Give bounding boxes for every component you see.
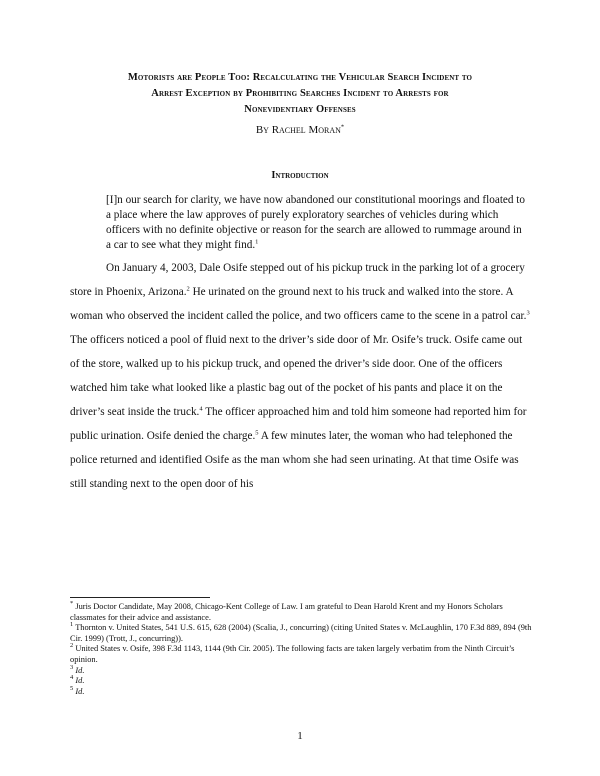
footnote-mark: 3 [70, 663, 74, 671]
author-line [0, 124, 600, 136]
footnote-text: United States v. Osife, 398 F.3d 1143, 1144 (9th Cir. 2005). The following facts are taken largely verbatim from the Ninth Circuit’s opinion. [70, 644, 515, 664]
footnote [70, 623, 532, 644]
title-line: Motorists are People Too: Recalculating the Vehicular Search Incident to [127, 72, 473, 83]
footnote-text: Id. [73, 686, 85, 696]
footnote [70, 602, 532, 623]
footnote-ref: 5 [255, 429, 259, 437]
author-name: By Rachel Moran [255, 124, 341, 136]
footnote-mark: 4 [70, 674, 74, 682]
body-text: On January 4, 2003, Dale Osife stepped out of his pickup truck in the parking lot of a grocery store in Phoenix, Arizona. [70, 262, 525, 298]
footnotes [70, 602, 532, 697]
body-text: The officers noticed a pool of fluid next to the driver’s side door of Mr. Osife’s truck. Osife came out of the store, walked up to his pickup truck, and opened the driver’s side door. One of the officers watched him take what looked like a plastic bag out of the pocket of his pants and place it on the driver’s seat inside the truck. [70, 334, 523, 418]
footnote-text: Id. [73, 676, 85, 686]
footnote-mark: 1 [70, 621, 74, 629]
body-text: The officer approached him and told him someone had reported him for public urination. Osife denied the charge. [70, 406, 527, 442]
footnote [70, 663, 532, 677]
block-quote [106, 193, 526, 253]
footnote-mark: 2 [70, 642, 74, 650]
body-text: He urinated on the ground next to his truck and walked into the store. A woman who observed the incident called the police, and two officers came to the scene in a patrol car. [70, 286, 527, 322]
footnote-ref: 4 [199, 405, 203, 413]
title-line: Arrest Exception by Prohibiting Searches Incident to Arrests for [151, 88, 449, 99]
footnote-text: Juris Doctor Candidate, May 2008, Chicago-Kent College of Law. I am grateful to Dean Harold Krent and my Honors Scholars classmates for their advice and assistance. [70, 602, 503, 622]
footnote [70, 644, 532, 665]
footnote-mark: * [70, 600, 74, 608]
footnote-ref: 1 [255, 238, 259, 246]
body-text: A few minutes later, the woman who had telephoned the police returned and identified Osife as the man whom she had seen urinating. At that time Osife was still standing next to the open door of his [70, 430, 519, 490]
page-number: 1 [297, 730, 303, 742]
author-footnote-mark: * [340, 123, 345, 131]
footnote-mark: 5 [70, 684, 74, 692]
footnote-ref: 2 [186, 285, 190, 293]
block-quote-text: [I]n our search for clarity, we have now abandoned our constitutional moorings and floated to a place where the law approves of purely exploratory searches of vehicles during which officers with no definite objective or reason for the search are allowed to rummage around in a car to see what they might find. [106, 194, 525, 251]
footnote [70, 684, 532, 698]
title-line: Nonevidentiary Offenses [244, 104, 356, 115]
footnote-text: Thornton v. United States, 541 U.S. 615, 628 (2004) (Scalia, J., concurring) (citing United States v. McLaughlin, 170 F.3d 889, 894 (9th Cir. 1999) (Trott, J., concurring)). [70, 623, 532, 643]
body-paragraph [70, 256, 530, 496]
footnote-ref: 3 [526, 309, 530, 317]
footnote-text: Id. [73, 665, 85, 675]
section-heading: Introduction [271, 170, 329, 181]
footnote [70, 676, 532, 687]
article-title [60, 70, 540, 118]
footnote-divider [70, 597, 210, 598]
